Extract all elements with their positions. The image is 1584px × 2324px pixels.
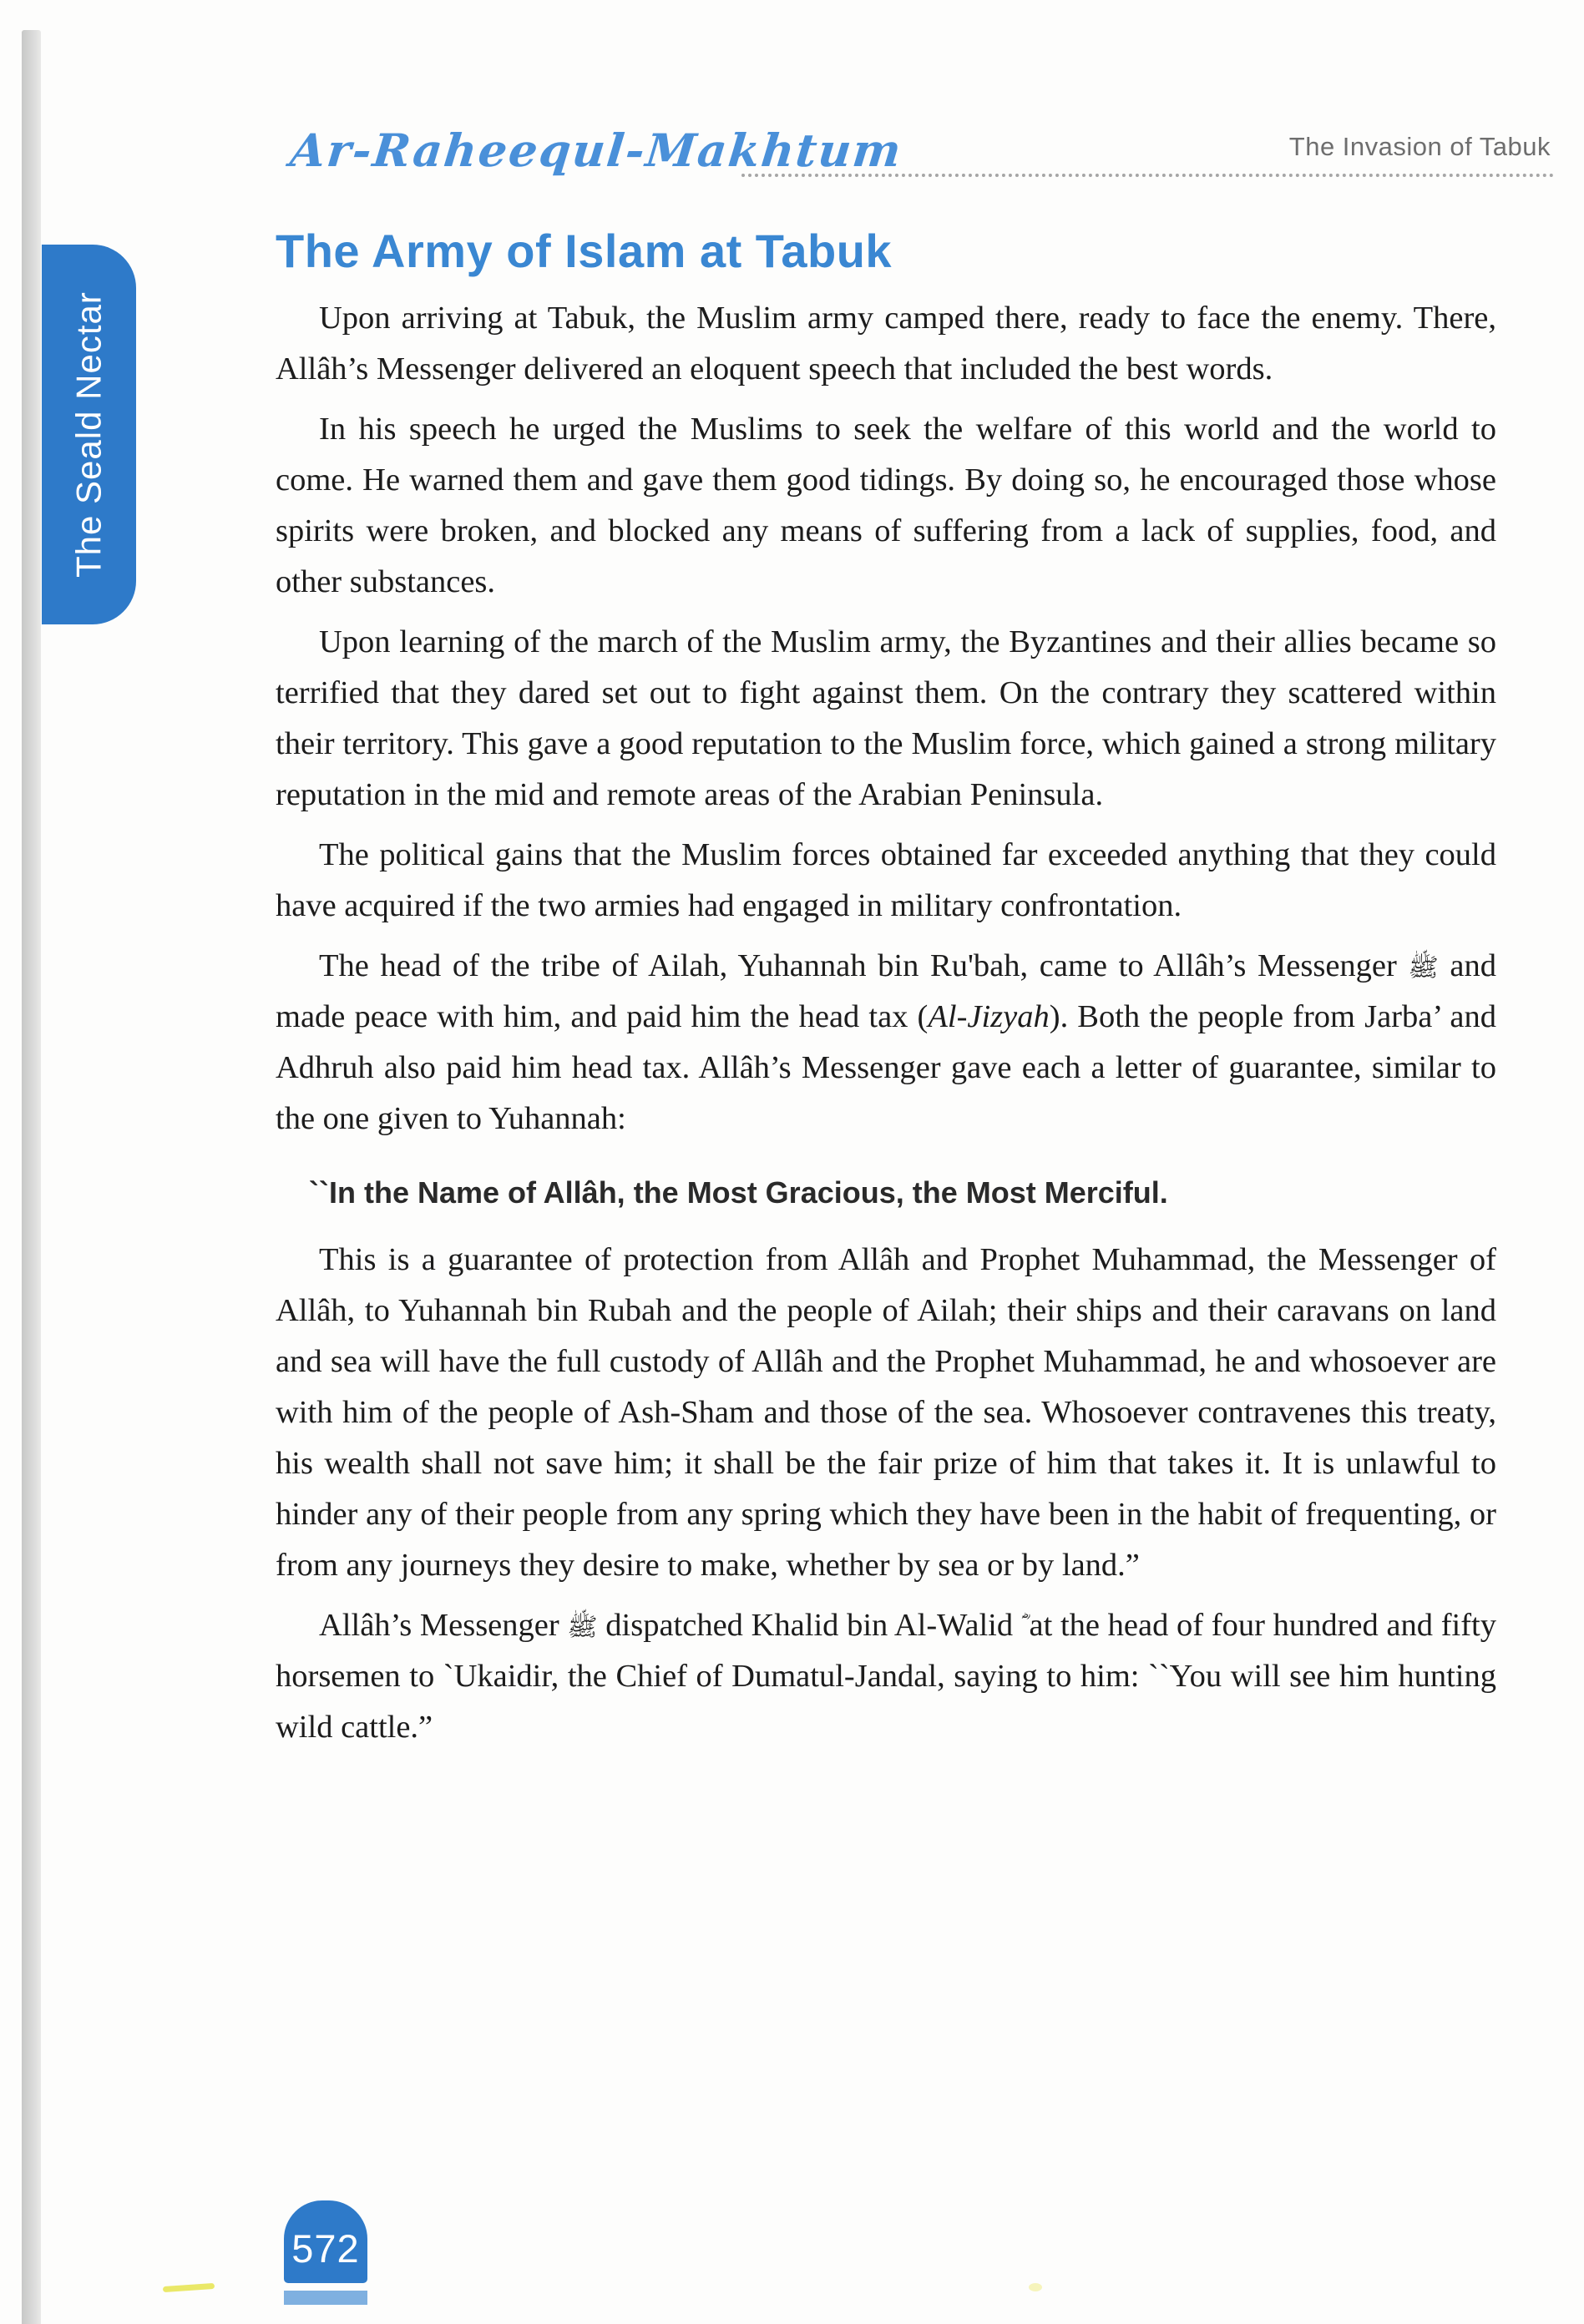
body-text — [276, 293, 1496, 1753]
side-tab-label: The Seald Nectar — [68, 291, 109, 578]
paragraph: In his speech he urged the Muslims to seek the welfare of this world and the world to come. He warned them and gave them good tidings. By doing so, he encouraged those whose spirits were broken, and blocked any means of suffering from a lack of supplies, food, and other substances. — [276, 412, 1496, 599]
scan-artifact-yellow-mark — [163, 2283, 215, 2292]
quote-heading: ``In the Name of Allâh, the Most Gracious, the Most Merciful. — [309, 1175, 1168, 1210]
chapter-title: The Invasion of Tabuk — [1288, 132, 1551, 161]
scan-artifact-yellow-dot — [1029, 2283, 1042, 2291]
page-header — [0, 0, 1584, 200]
book-spine-bar — [22, 30, 41, 2324]
paragraph: The head of the tribe of Ailah, Yuhannah bin Ru'bah, came to Allâh’s Messenger ﷺ and made peace with him, and paid him the head tax (Al-Jizyah). Both the people from Jarba’ and Adhruh also paid him head tax. Allâh’s Messenger gave each a letter of guarantee, similar to the one given to Yuhannah: — [276, 948, 1496, 1136]
main-text-column — [276, 224, 1496, 1762]
page-badge-underline — [284, 2291, 367, 2305]
pbuh-symbol: ﷺ — [567, 1613, 598, 1642]
paragraph: This is a guarantee of protection from Allâh and Prophet Muhammad, the Messenger of Allâh, to Yuhannah bin Rubah and the people of Ailah; their ships and their caravans on land and sea will have the full custody of Allâh and the Prophet Muhammad, he and whosoever are with him of the people of Ash-Sham and those of the sea. Whosoever contravenes this treaty, his wealth shall not save him; it shall be the fair prize of him that takes it. It is unlawful to hinder any of their people from any spring which they have been in the habit of frequenting, or from any journeys they desire to make, whether by sea or by land.” — [276, 1242, 1496, 1583]
pbuh-symbol: ﷺ — [1408, 953, 1439, 983]
paragraph: Allâh’s Messenger ﷺ dispatched Khalid bin Al-Walid at the head of four hundred and fifty horsemen to `Ukaidir, the Chief of Dumatul-Jandal, saying to him: ``You will see him hunting wild cattle.” — [276, 1608, 1496, 1745]
paragraph: The political gains that the Muslim forces obtained far exceeded anything that they could have acquired if the two armies had engaged in military confrontation. — [276, 837, 1496, 923]
paragraph: Upon learning of the march of the Muslim army, the Byzantines and their allies became so terrified that they dared set out to fight against them. On the contrary they scattered within their territory. This gave a good reputation to the Muslim force, which gained a strong military reputation in the mid and remote areas of the Arabian Peninsula. — [276, 624, 1496, 812]
book-title-script: Ar-Raheequl-Makhtum — [287, 124, 905, 177]
page-number-badge — [284, 2200, 367, 2283]
paragraph: Upon arriving at Tabuk, the Muslim army camped there, ready to face the enemy. There, Allâh’s Messenger delivered an eloquent speech that included the best words. — [276, 301, 1496, 386]
chapter-side-tab — [42, 245, 136, 624]
section-title: The Army of Islam at Tabuk — [276, 225, 893, 277]
header-dotted-rule — [741, 174, 1554, 177]
page-number: 572 — [291, 2226, 360, 2271]
